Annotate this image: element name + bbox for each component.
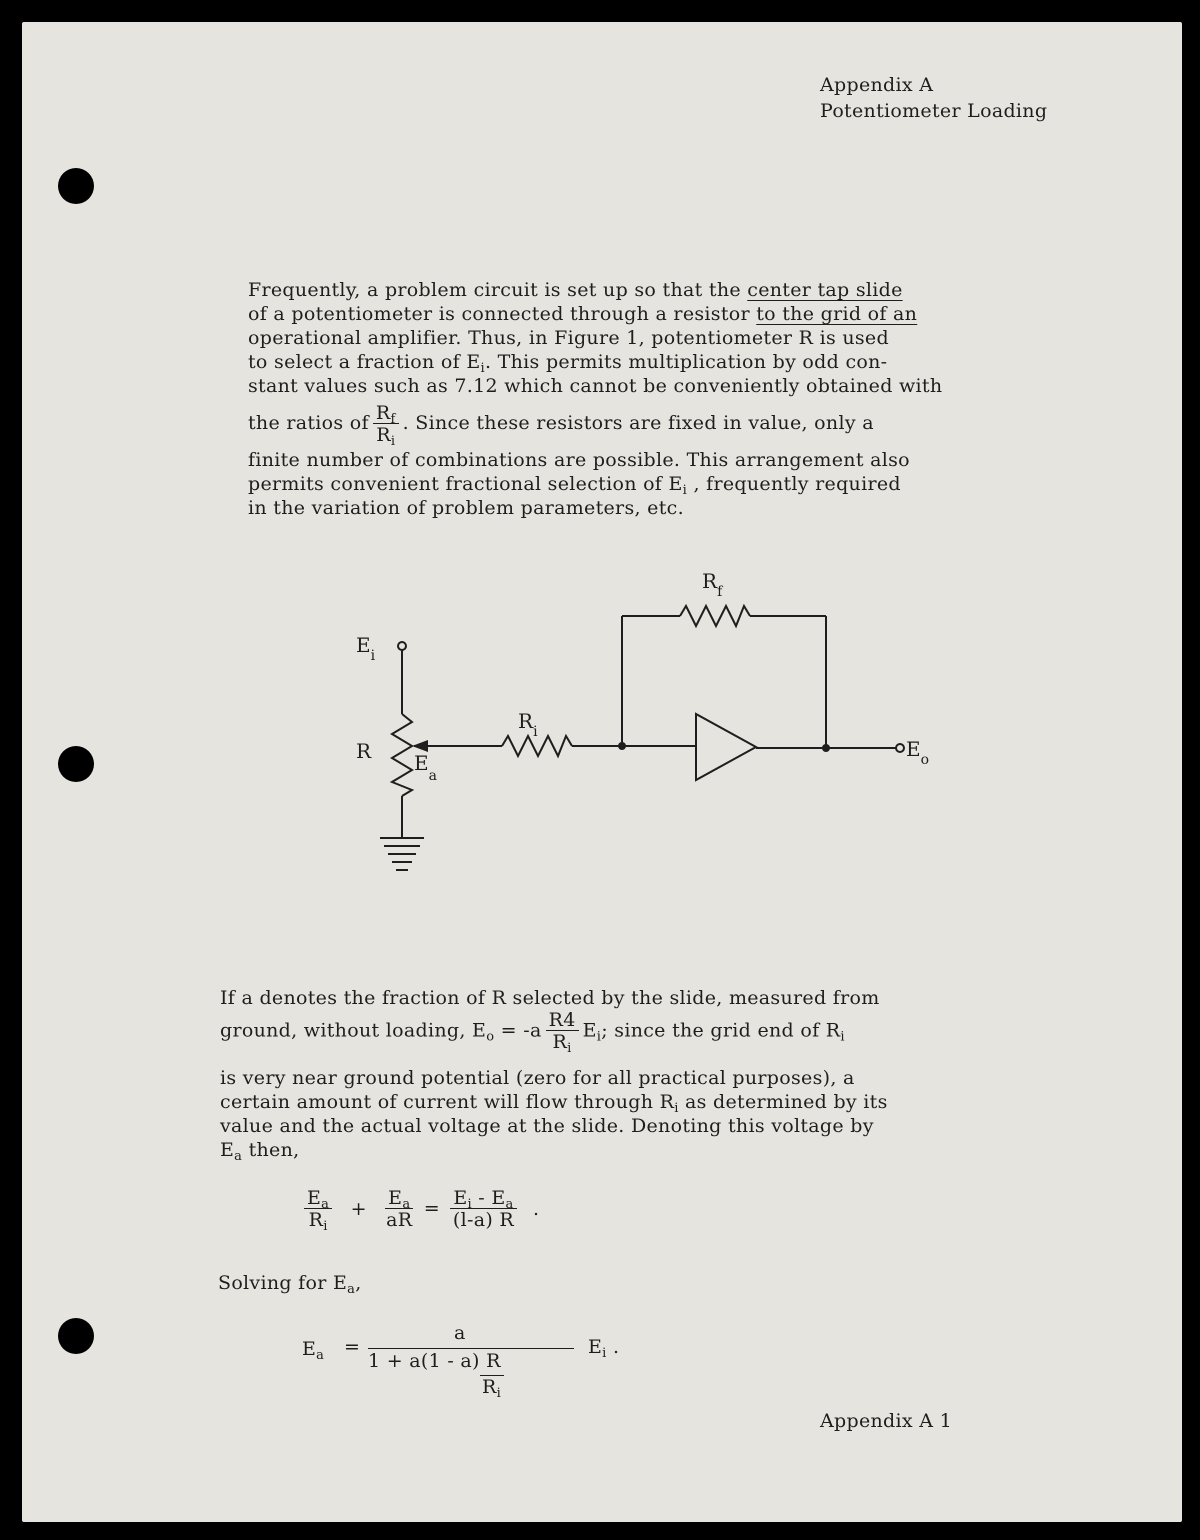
label-ea: $E_a$ xyxy=(414,751,437,784)
output-terminal xyxy=(896,744,904,752)
eq2-rhs: $E_i$ . xyxy=(588,1336,620,1361)
loading-paragraph xyxy=(220,986,888,1162)
header-appendix: Appendix A xyxy=(820,74,934,96)
label-ei: $E_i$ xyxy=(356,633,376,664)
para1-line2: of a potentiometer is connected through a resistor to the grid of an xyxy=(248,303,918,325)
para1-line1: Frequently, a problem circuit is set up so that the center tap slide xyxy=(248,279,903,301)
para2-line2: ground, without loading, $E_o = -a$ $\frac{R4}{R_i}$ $E_i$; since the grid end of $R_i$ xyxy=(220,1009,845,1056)
gain-fraction: $\frac{R4}{R_i}$ xyxy=(546,1010,579,1053)
eq2-lhs: $E_a$ xyxy=(302,1338,325,1363)
ratio-fraction: $\frac{R_f}{R_i}$ xyxy=(373,403,399,446)
eq2-fraction-bar xyxy=(368,1348,574,1349)
potentiometer-resistor xyxy=(392,714,412,796)
label-eo: $E_o$ xyxy=(906,737,930,768)
ground-symbol xyxy=(380,838,424,870)
para1-line6: the ratios of $\frac{R_f}{R_i}$ . Since these resistors are fixed in value, only a xyxy=(248,401,874,449)
junction-dot-output xyxy=(822,744,830,752)
circuit-diagram xyxy=(22,22,1182,1522)
eq1-plus: + xyxy=(350,1197,367,1220)
eq1-period: . xyxy=(532,1197,540,1220)
para1-line9: in the variation of problem parameters, etc. xyxy=(248,497,684,519)
para2-line4: certain amount of current will flow through $R_i$ as determined by its xyxy=(220,1091,888,1116)
document-page xyxy=(22,22,1182,1522)
eq1-equals: = xyxy=(423,1197,440,1220)
para2-line6: $E_a$ then, xyxy=(220,1139,300,1164)
label-ri: $R_i$ xyxy=(518,709,538,740)
para1-line5: stant values such as 7.12 which cannot be conveniently obtained with xyxy=(248,375,943,397)
label-r: R xyxy=(356,739,372,763)
header-title: Potentiometer Loading xyxy=(820,100,1048,122)
para1-line8: permits convenient fractional selection of $E_i$ , frequently required xyxy=(248,473,901,498)
current-equation xyxy=(300,1187,540,1234)
feedback-resistor-rf xyxy=(680,606,750,626)
para2-line5: value and the actual voltage at the slide. Denoting this voltage by xyxy=(220,1115,874,1137)
para1-line3: operational amplifier. Thus, in Figure 1, potentiometer R is used xyxy=(248,327,889,349)
eq1-term3: $\frac{E_i - E_a}{(l-a) R}$ xyxy=(450,1188,516,1231)
para1-line4: to select a fraction of $E_i$. This permits multiplication by odd con- xyxy=(248,351,888,376)
eq2-denominator: 1 + a(1 - a) R xyxy=(368,1350,501,1372)
eq1-term1: $\frac{E_a}{R_i}$ xyxy=(304,1188,332,1231)
para2-line1: If a denotes the fraction of R selected by the slide, measured from xyxy=(220,987,880,1009)
amplifier-symbol xyxy=(696,714,756,780)
label-rf: $R_f$ xyxy=(702,569,723,600)
eq1-term2: $\frac{E_a}{aR}$ xyxy=(386,1187,413,1231)
eq2-inner-denominator: $R_i$ xyxy=(482,1376,502,1401)
para2-line3: is very near ground potential (zero for all practical purposes), a xyxy=(220,1067,855,1089)
eq2-equals: = xyxy=(344,1336,361,1358)
input-terminal xyxy=(398,642,406,650)
para1-line7: finite number of combinations are possible. This arrangement also xyxy=(248,449,910,471)
eq2-numerator: a xyxy=(454,1322,466,1344)
solution-equation xyxy=(302,1322,682,1412)
solving-line: Solving for $E_a$, xyxy=(218,1272,362,1297)
junction-dot-input xyxy=(618,742,626,750)
page-number: Appendix A 1 xyxy=(820,1410,952,1432)
